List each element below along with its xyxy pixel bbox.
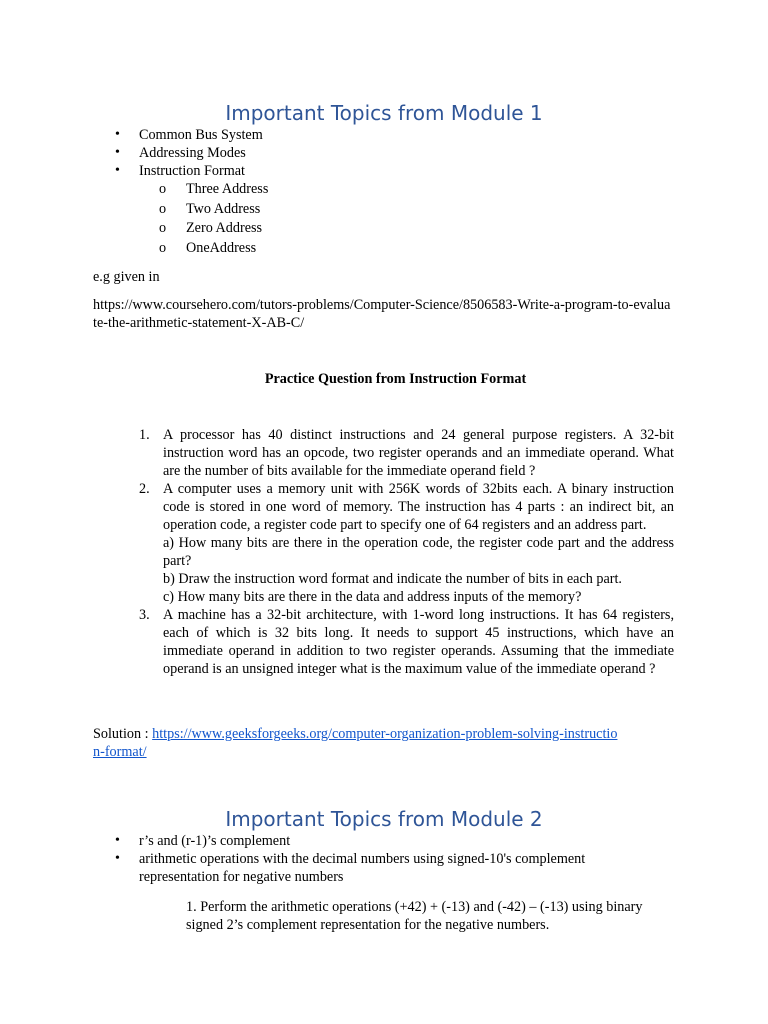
sub-bullet-icon: o — [159, 200, 167, 217]
module2-exercise: 1. Perform the arithmetic operations (+42) + (-13) and (-42) – (-13) using binary signed 2’s complement representation for the negative numbers. — [186, 899, 643, 933]
list-item: 3. A machine has a 32-bit architecture, with 1-word long instructions. It has 64 registers, each of which is 32 bits long. It needs to support 45 instructions, which have an immediate operand in addition to two register operands. Assuming that the immediate operand is an unsigned integer what is the maximum value of the immediate operand ? — [139, 607, 674, 677]
list-item: o Three Address — [159, 180, 459, 200]
module1-topic-list — [93, 126, 693, 180]
list-item: o Zero Address — [159, 219, 459, 239]
list-item: • arithmetic operations with the decimal numbers using signed-10's complement representation for negative numbers — [115, 851, 586, 885]
solution-label: Solution : — [93, 726, 153, 742]
sub-bullet-icon: o — [159, 220, 167, 236]
bullet-icon: • — [115, 851, 120, 866]
example-url: https://www.coursehero.com/tutors-problems/Computer-Science/8506583-Write-a-program-to-evaluate-the-arithmetic-statement-X-AB-C/ — [93, 297, 671, 331]
practice-question-list — [139, 426, 674, 678]
list-item: • Addressing Modes — [115, 145, 246, 161]
solution-line — [93, 725, 618, 761]
list-item: o Two Address — [159, 200, 459, 220]
bullet-icon: • — [115, 127, 120, 142]
list-item: • Instruction Format — [115, 163, 245, 179]
list-item: 2. A computer uses a memory unit with 256K words of 32bits each. A binary instruction code is stored in one word of memory. The instruction has 4 parts : an indirect bit, an operation code, a register code part to specify one of 64 registers and an address part. a) How many bits are there in the operation code, the register code part and the address part? b) Draw the instruction word format and indicate the number of bits in each part. c) How many bits are there in the data and address inputs of the memory? — [139, 481, 674, 605]
question-sub-c: c) How many bits are there in the data and address inputs of the memory? — [163, 589, 582, 605]
list-item: • r’s and (r-1)’s complement — [115, 833, 291, 849]
question-text: A processor has 40 distinct instructions and 24 general purpose registers. A 32-bit instruction word has an opcode, two register operands and an immediate operand. What are the number of bits available for the immediate operand field ? — [163, 427, 674, 479]
sub-bullet-icon: o — [159, 239, 167, 256]
sub-bullet-icon: o — [159, 181, 167, 197]
list-item: o OneAddress — [159, 239, 459, 259]
bullet-icon: • — [115, 163, 120, 178]
question-sub-a: a) How many bits are there in the operation code, the register code part and the address part? — [163, 535, 674, 569]
example-label: e.g given in — [93, 269, 160, 285]
list-item: • Common Bus System — [115, 127, 263, 143]
module2-heading: Important Topics from Module 2 — [225, 807, 543, 831]
bullet-icon: • — [115, 833, 120, 848]
question-sub-b: b) Draw the instruction word format and indicate the number of bits in each part. — [163, 571, 622, 587]
module1-heading: Important Topics from Module 1 — [225, 101, 543, 125]
practice-heading: Practice Question from Instruction Format — [264, 371, 527, 387]
solution-link[interactable]: https://www.geeksforgeeks.org/computer-organization-problem-solving-instruction-format/ — [93, 726, 618, 760]
question-text: A computer uses a memory unit with 256K words of 32bits each. A binary instruction code is stored in one word of memory. The instruction has 4 parts : an indirect bit, an operation code, a register code part to specify one of 64 registers and an address part. — [163, 481, 674, 533]
module2-topic-list — [93, 832, 653, 886]
instruction-format-sublist — [159, 180, 459, 258]
list-item: 1. A processor has 40 distinct instructions and 24 general purpose registers. A 32-bit instruction word has an opcode, two register operands and an immediate operand. What are the number of bits available for the immediate operand field ? — [139, 427, 674, 479]
question-text: A machine has a 32-bit architecture, with 1-word long instructions. It has 64 registers, each of which is 32 bits long. It needs to support 45 instructions, which have an immediate operand in addition to two register operands. Assuming that the immediate operand is an unsigned integer what is the maximum value of the immediate operand ? — [163, 607, 674, 677]
bullet-icon: • — [115, 145, 120, 160]
